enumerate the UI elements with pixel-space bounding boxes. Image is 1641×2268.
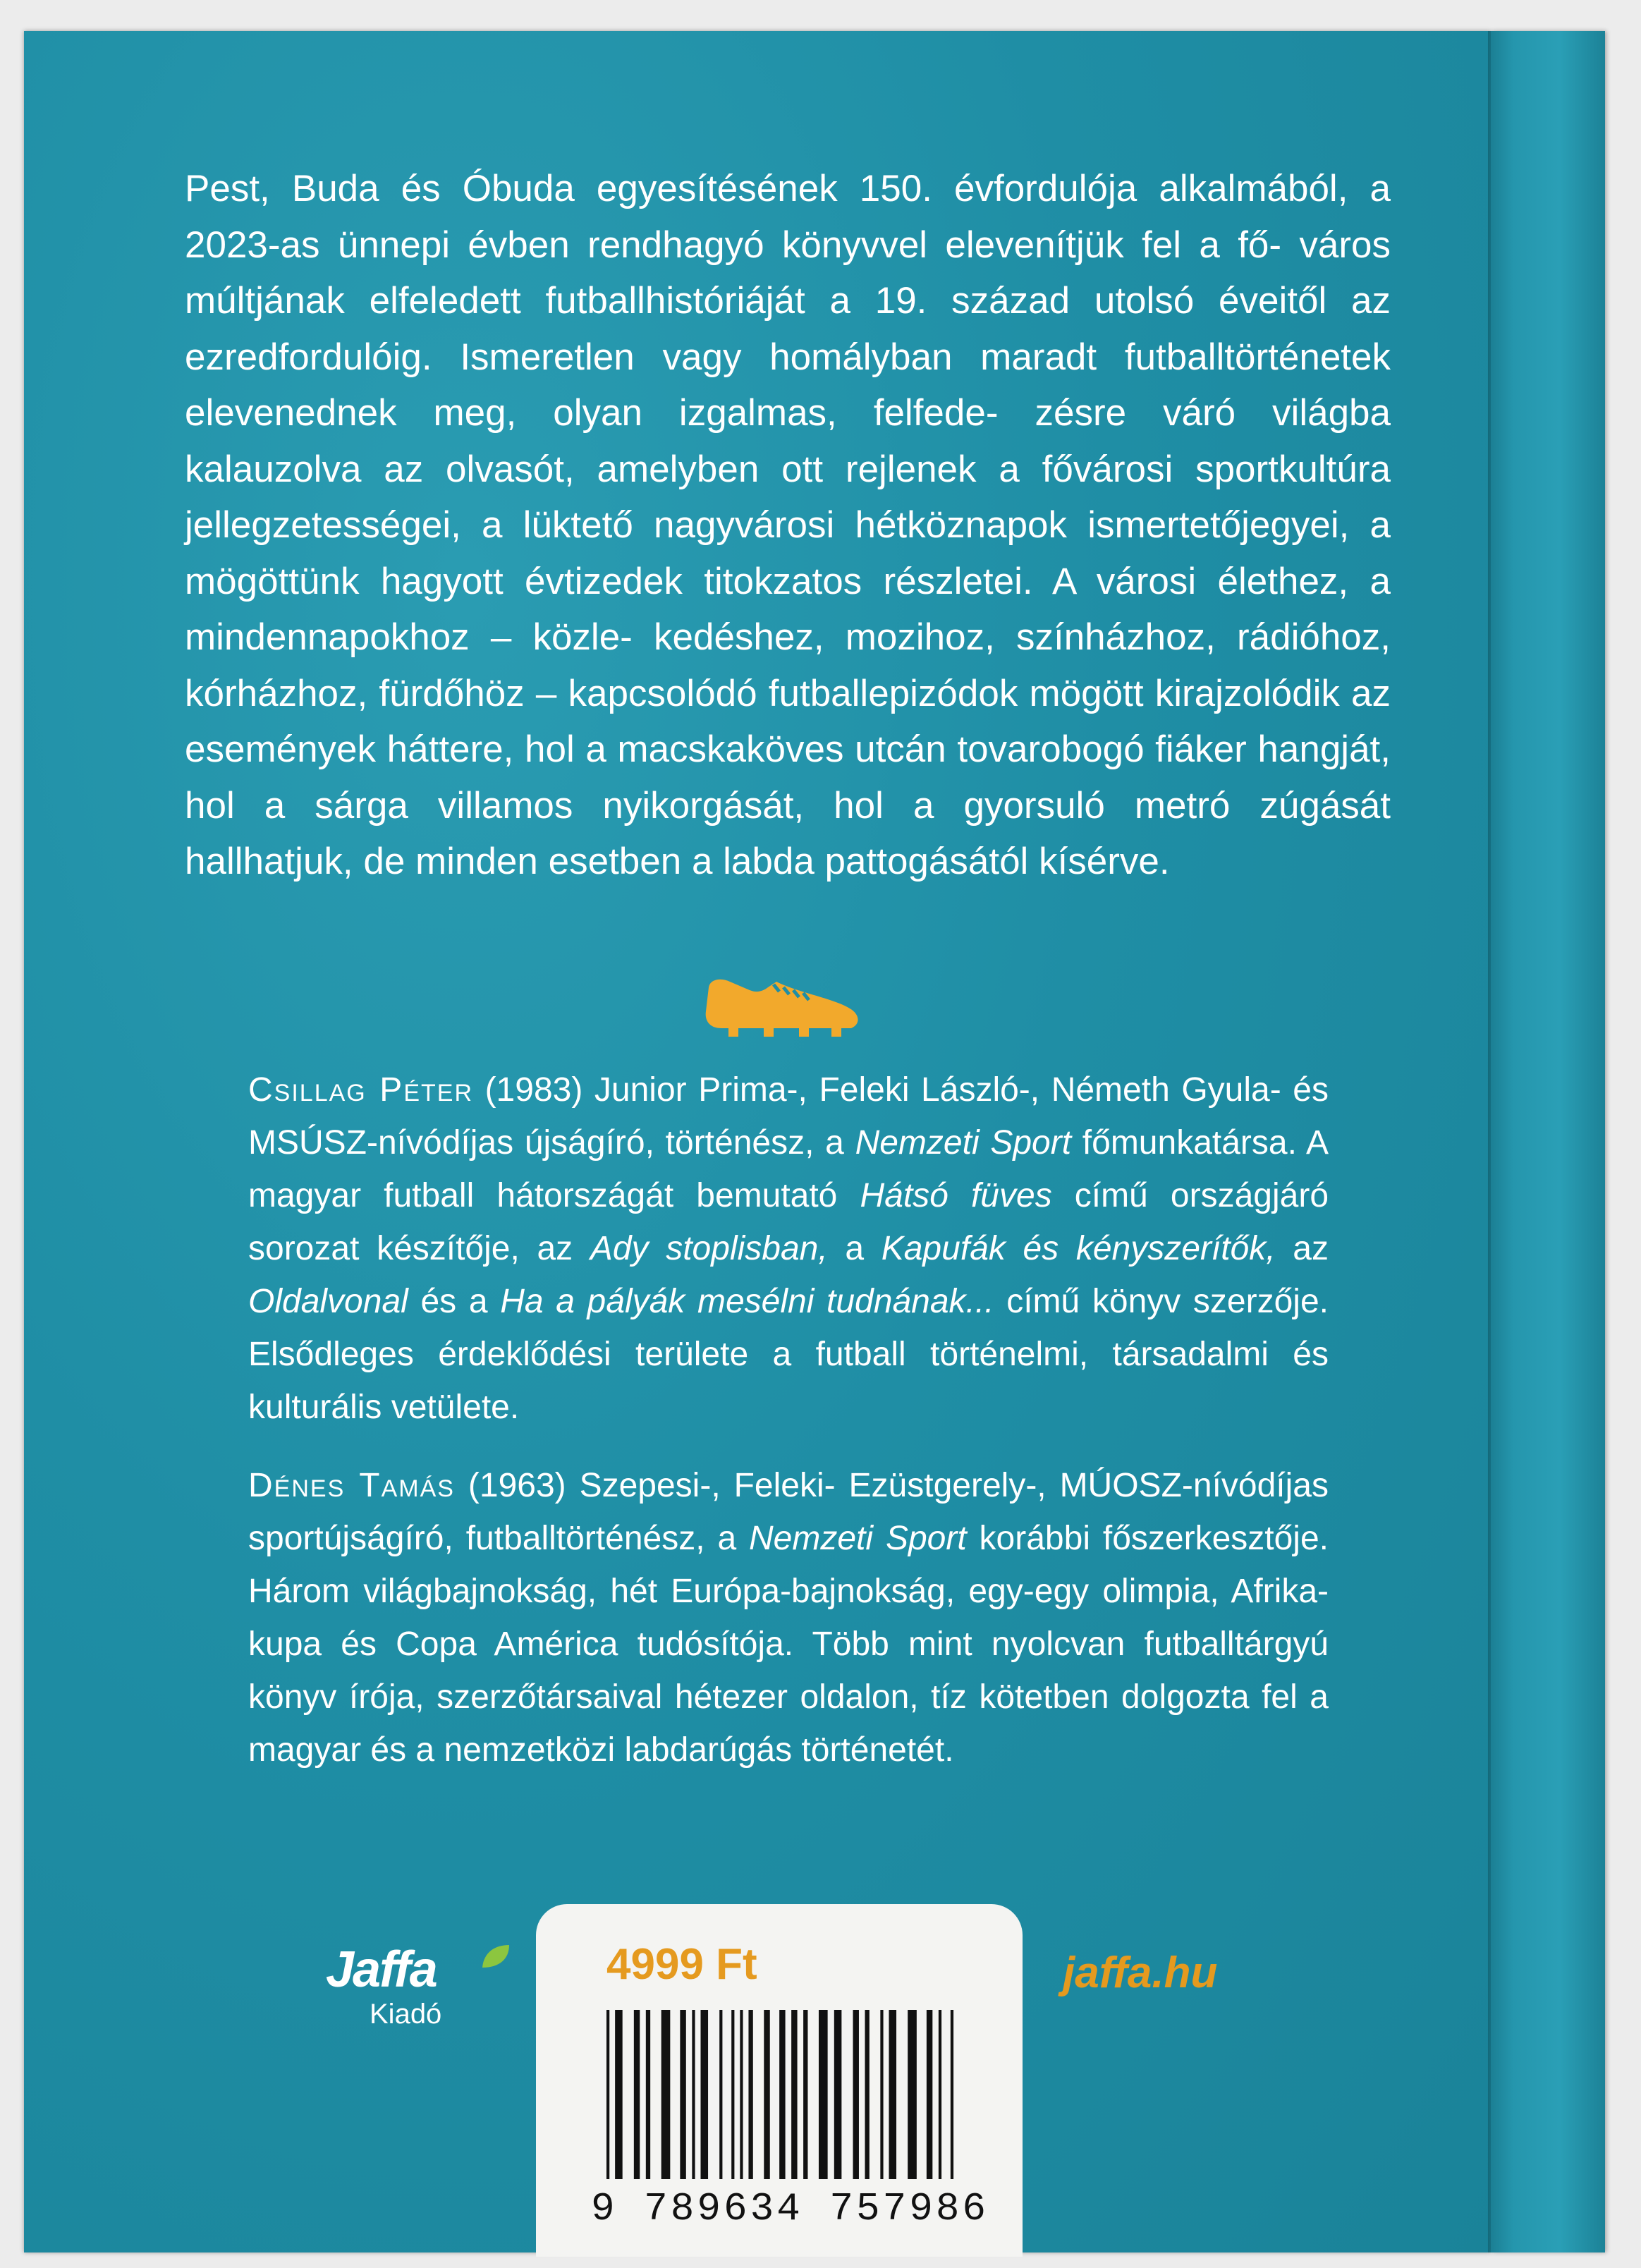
barcode-bar — [880, 2010, 883, 2179]
barcode-bar — [865, 2010, 870, 2179]
cover-blurb: Pest, Buda és Óbuda egyesítésének 150. évfordulója alkalmából, a 2023-as ünnepi évben rendhagyó könyvvel elevenítjük fel a fő- város múltjának elfeledett futballhistóriáját a 19. század utolsó éveitől az ezredfordulóig. Ismeretlen vagy homályban maradt futballtörténetek elevenednek meg, olyan izgalmas, felfede- zésre váró világba kalauzolva az olvasót, amelyben ott rejlenek a fővárosi sportkultúra jellegzetességei, a lüktető nagyvárosi hétköznapok ismertetőjegyei, a mögöttünk hagyott évtizedek titokzatos részletei. A városi élethez, a mindennapokhoz – közle- kedéshez, mozihoz, színházhoz, rádióhoz, kórházhoz, fürdőhöz – kapcsolódó futballepizódok mögött kirajzolódik az események háttere, hol a macskaköves utcán tovarobogó fiáker hangját, hol a sárga villamos nyikorgását, hol a gyorsuló metró zúgását hallhatjuk, de minden esetben a labda pattogásától kísérve. — [185, 168, 1391, 882]
barcode-bar — [661, 2010, 671, 2179]
barcode-bar — [719, 2010, 722, 2179]
barcode-bar — [779, 2010, 785, 2179]
barcode-bar — [615, 2010, 623, 2179]
barcode-bar — [692, 2010, 695, 2179]
barcode-bar — [889, 2010, 896, 2179]
barcode-bar — [606, 2010, 609, 2179]
author-bio-2: Dénes Tamás (1963) Szepesi-, Feleki- Ezüstgerely-, MÚOSZ-nívódíjas sportújságíró, futballtörténész, a Nemzeti Sport korábbi főszerkesztője. Három világbajnokság, hét Európa-bajnokság, egy-egy olimpia, Afrika-kupa és Copa América tudósítója. Több mint nyolcvan futballtárgyú könyv írója, szerzőtársaival hétezer oldalon, tíz kötetben dolgozta fel a magyar és a nemzetközi labdarúgás történetét. — [248, 1467, 1329, 1769]
price-barcode-label — [536, 1904, 1023, 2257]
barcode-bar — [634, 2010, 640, 2179]
barcode-bar — [646, 2010, 650, 2179]
author-name: Dénes Tamás — [248, 1467, 455, 1504]
isbn-number: 9 789634 757986 — [590, 2186, 989, 2231]
barcode-bar — [731, 2010, 734, 2179]
barcode-bar — [908, 2010, 917, 2179]
barcode-bar — [853, 2010, 859, 2179]
barcode-bar — [740, 2010, 743, 2179]
publisher-name: Jaffa — [326, 1941, 437, 1998]
barcode-bar — [819, 2010, 828, 2179]
barcode-bar — [700, 2010, 708, 2179]
barcode-bar — [680, 2010, 685, 2179]
author-bio-1: Csillag Péter (1983) Junior Prima-, Feleki László-, Németh Gyula- és MSÚSZ-nívódíjas újságíró, történész, a Nemzeti Sport főmunkatársa. A magyar futball hátországát bemutató Hátsó füves című országjáró sorozat készítője, az Ady stoplisban, a Kapufák és kényszerítők, az Oldalvonal és a Ha a pályák mesélni tudnának... című könyv szerzője. Elsődleges érdeklődési területe a futball történelmi, társadalmi és kulturális vetülete. — [248, 1071, 1329, 1426]
barcode-bar — [927, 2010, 932, 2179]
author-name: Csillag Péter — [248, 1071, 473, 1109]
barcode-bar — [748, 2010, 752, 2179]
football-boot-icon — [700, 972, 862, 1039]
book-spine — [1491, 31, 1605, 2252]
barcode-bar — [834, 2010, 842, 2179]
barcode-bar — [764, 2010, 769, 2179]
barcode-bar — [939, 2010, 941, 2179]
price: 4999 Ft — [606, 1940, 757, 1989]
publisher-logo — [326, 1941, 509, 2047]
barcode-bar — [803, 2010, 807, 2179]
publisher-subtitle: Kiadó — [370, 1999, 442, 2030]
barcode — [606, 2010, 959, 2179]
leaf-icon — [480, 1942, 512, 1970]
publisher-website: jaffa.hu — [1063, 1949, 1218, 1997]
barcode-bar — [951, 2010, 953, 2179]
barcode-bar — [791, 2010, 797, 2179]
